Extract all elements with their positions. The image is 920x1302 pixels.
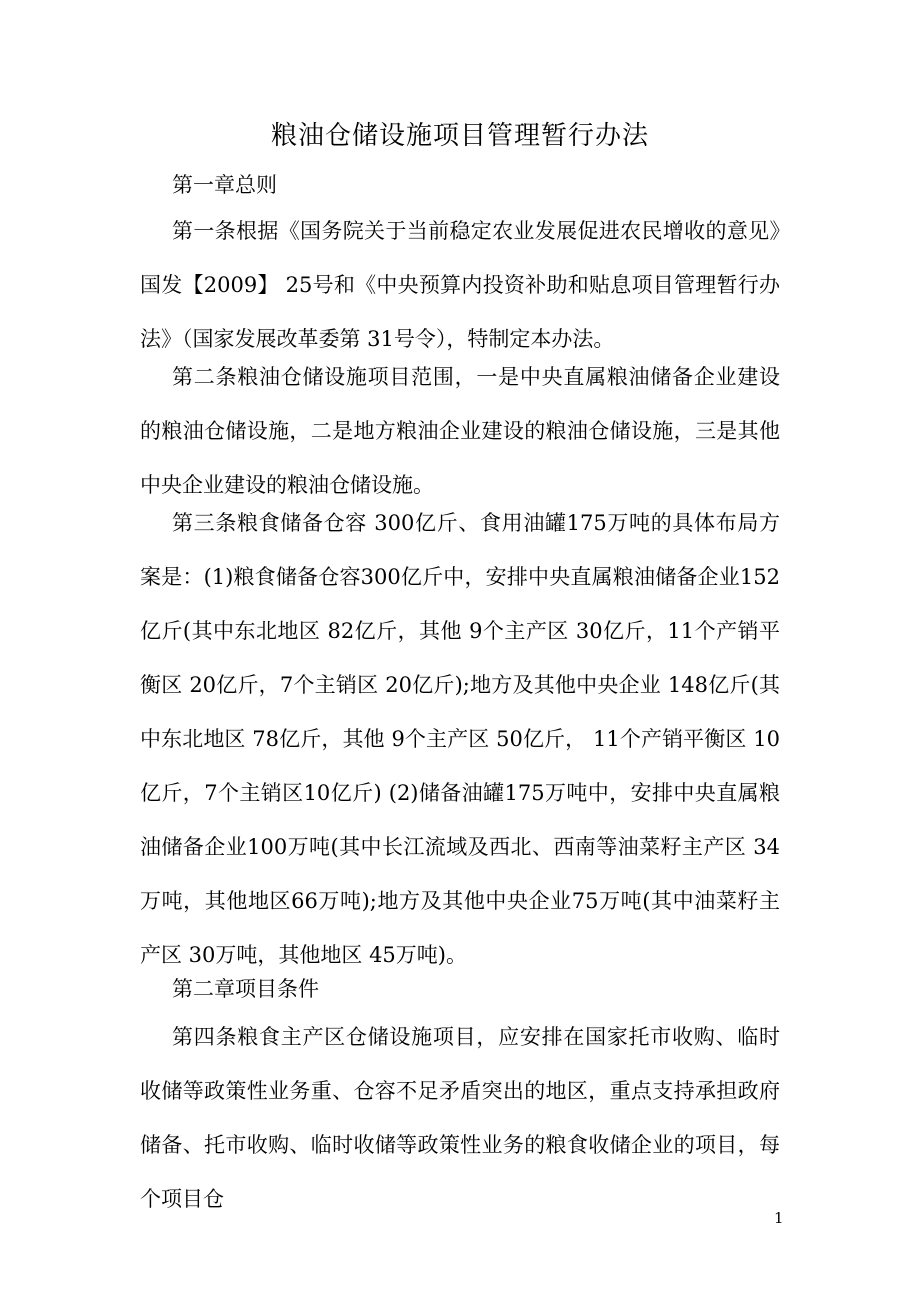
article-1: 第一条根据《国务院关于当前稳定农业发展促进农民增收的意见》国发【2009】 25号和《中央预算内投资补助和贴息项目管理暂行办法》（国家发展改革委第 31号令），特制定本办法。 <box>140 219 780 351</box>
chapter-2-heading: 第二章项目条件 <box>172 977 319 1001</box>
article-3: 第三条粮食储备仓容 300亿斤、食用油罐175万吨的具体布局方案是：(1)粮食储备仓容300亿斤中，安排中央直属粮油储备企业152亿斤(其中东北地区 82亿斤，其他 9个主产区 30亿斤，11个产销平衡区 20亿斤，7个主销区 20亿斤);地方及其他中央企业 148亿斤(其中东北地区 78亿斤，其他 9个主产区 50亿斤， 11个产销平衡区 10亿斤，7个主销区10亿斤) (2)储备油罐175万吨中，安排中央直属粮油储备企业100万吨(其中长江流域及西北、西南等油菜籽主产区 34万吨，其他地区66万吨);地方及其他中央企业75万吨(其中油菜籽主产区 30万吨，其他地区 45万吨)。 <box>140 511 780 967</box>
article-4: 第四条粮食主产区仓储设施项目，应安排在国家托市收购、临时收储等政策性业务重、仓容不足矛盾突出的地区，重点支持承担政府储备、托市收购、临时收储等政策性业务的粮食收储企业的项目，每个项目仓 <box>140 1025 780 1211</box>
page-number: 1 <box>774 1209 784 1227</box>
chapter-1-heading: 第一章总则 <box>172 173 277 197</box>
page-title: 粮油仓储设施项目管理暂行办法 <box>270 121 649 151</box>
article-2: 第二条粮油仓储设施项目范围，一是中央直属粮油储备企业建设的粮油仓储设施，二是地方粮油企业建设的粮油仓储设施，三是其他中央企业建设的粮油仓储设施。 <box>140 365 780 497</box>
